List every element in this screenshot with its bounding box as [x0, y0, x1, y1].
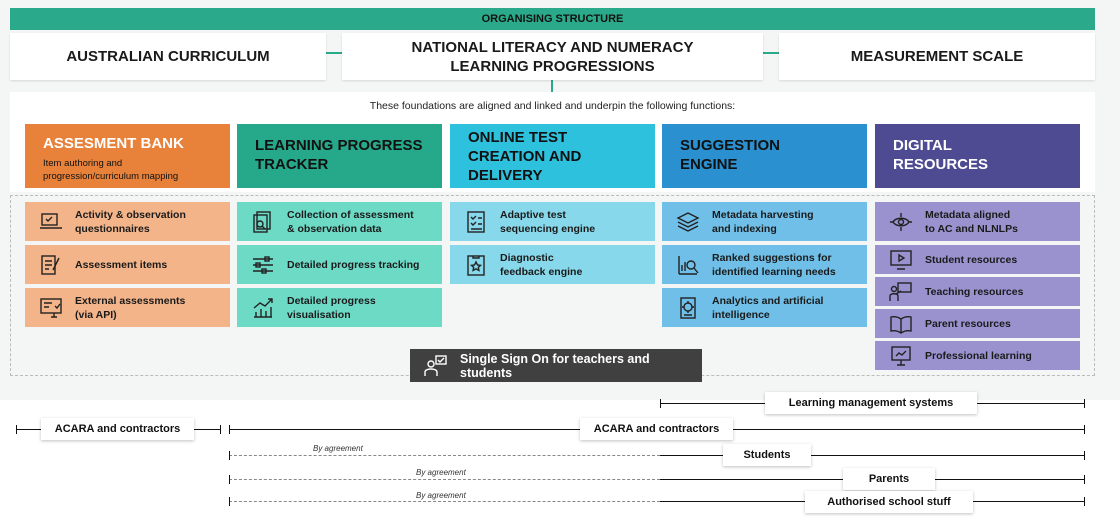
item-teaching-resources: [875, 277, 1080, 306]
function-title: SUGGESTION: [680, 137, 781, 154]
function-subtitle: progression/curriculum mapping: [43, 171, 179, 182]
function-title: LEARNING PROGRESS: [255, 137, 423, 154]
access-line-end: [229, 475, 230, 484]
item-label: Assessment items: [75, 258, 168, 271]
presentation-board-icon: [885, 344, 917, 368]
access-label-staff: Authorised school stuff: [805, 491, 973, 513]
item-label: Activity & observation: [75, 208, 186, 221]
function-header-assessment-bank: [25, 124, 230, 188]
function-subtitle: Item authoring and: [43, 158, 123, 169]
item-metadata-harvesting: [662, 202, 867, 241]
item-label: sequencing engine: [500, 222, 596, 235]
access-line-end: [229, 451, 230, 460]
access-line-by-agreement: [229, 479, 660, 480]
item-assessment-items: [25, 245, 230, 284]
item-ranked-suggestions: [662, 245, 867, 284]
function-header-digital-resources: [875, 124, 1080, 188]
function-header-online-test: [450, 124, 655, 188]
eye-network-icon: [885, 210, 917, 234]
connector-line: [326, 52, 342, 54]
layers-icon: [672, 210, 704, 234]
access-line-end: [1084, 451, 1085, 460]
sliders-icon: [247, 253, 279, 277]
item-label: intelligence: [712, 308, 770, 321]
connector-line: [551, 80, 553, 92]
open-book-icon: [885, 312, 917, 336]
access-line-end: [229, 425, 230, 434]
item-label: Student resources: [925, 253, 1018, 266]
item-parent-resources: [875, 309, 1080, 338]
video-screen-icon: [885, 248, 917, 272]
item-external-assessments: [25, 288, 230, 327]
document-pencil-icon: [35, 253, 67, 277]
presenter-icon: [885, 280, 917, 304]
magnifier-chart-icon: [672, 253, 704, 277]
foundation-label: MEASUREMENT SCALE: [850, 48, 1024, 65]
access-label-lms: Learning management systems: [765, 392, 977, 414]
ai-document-icon: [672, 296, 704, 320]
foundation-label: AUSTRALIAN CURRICULUM: [66, 48, 270, 65]
function-title: RESOURCES: [893, 156, 989, 173]
access-line-by-agreement: [229, 455, 660, 456]
star-clipboard-icon: [460, 253, 492, 277]
access-line-end: [16, 425, 17, 434]
access-line-end: [1084, 399, 1085, 408]
access-line-end: [1084, 497, 1085, 506]
access-line-end: [229, 497, 230, 506]
function-title: DIGITAL: [893, 137, 952, 154]
by-agreement-note: By agreement: [416, 491, 466, 500]
item-metadata-aligned: [875, 202, 1080, 241]
foundation-label: NATIONAL LITERACY AND NUMERACY: [411, 38, 694, 56]
checklist-icon: [460, 210, 492, 234]
item-analytics-ai: [662, 288, 867, 327]
item-label: & observation data: [287, 222, 382, 235]
item-label: Diagnostic: [500, 251, 554, 264]
access-line-end: [1084, 475, 1085, 484]
foundation-learning-progressions: [342, 33, 763, 80]
item-label: Collection of assessment: [287, 208, 414, 221]
by-agreement-note: By agreement: [416, 468, 466, 477]
access-line-end: [660, 399, 661, 408]
item-label: Analytics and artificial: [712, 294, 824, 307]
item-label: Teaching resources: [925, 285, 1024, 298]
function-header-suggestion-engine: [662, 124, 867, 188]
access-label-parents: Parents: [843, 468, 935, 490]
function-title: ASSESMENT BANK: [43, 135, 184, 152]
access-line-end: [1084, 425, 1085, 434]
item-label: to AC and NLNLPs: [925, 222, 1018, 235]
item-label: Adaptive test: [500, 208, 566, 221]
function-title: TRACKER: [255, 156, 329, 173]
users-checkmark-icon: [420, 354, 452, 378]
item-label: (via API): [75, 308, 117, 321]
function-title: ENGINE: [680, 156, 738, 173]
item-progress-visualisation: [237, 288, 442, 327]
laptop-checklist-icon: [35, 210, 67, 234]
item-progress-tracking: [237, 245, 442, 284]
item-label: Professional learning: [925, 349, 1032, 362]
access-line-by-agreement: [229, 501, 660, 502]
item-label: Metadata aligned: [925, 208, 1011, 221]
function-title: ONLINE TEST: [468, 129, 568, 146]
item-label: feedback engine: [500, 265, 583, 278]
organising-structure-bar: ORGANISING STRUCTURE: [10, 8, 1095, 30]
item-diagnostic-feedback: [450, 245, 655, 284]
growth-chart-icon: [247, 296, 279, 320]
access-label-students: Students: [723, 444, 811, 466]
foundations-caption: These foundations are aligned and linked and underpin the following functions:: [369, 100, 736, 112]
foundation-measurement-scale: [779, 33, 1095, 80]
item-label: Ranked suggestions for: [712, 251, 832, 264]
monitor-form-icon: [35, 296, 67, 320]
documents-search-icon: [247, 210, 279, 234]
connector-line: [763, 52, 779, 54]
function-title: CREATION AND: [468, 148, 582, 165]
item-label: External assessments: [75, 294, 186, 307]
item-student-resources: [875, 245, 1080, 274]
access-label-acara-mid: ACARA and contractors: [580, 418, 733, 440]
access-line-end: [220, 425, 221, 434]
by-agreement-note: By agreement: [313, 444, 363, 453]
item-label: Detailed progress tracking: [287, 258, 420, 271]
item-label: identified learning needs: [712, 265, 836, 278]
foundation-label: LEARNING PROGRESSIONS: [450, 57, 655, 75]
item-activity-questionnaires: [25, 202, 230, 241]
item-label: Detailed progress visualisation: [287, 294, 376, 321]
function-header-progress-tracker: [237, 124, 442, 188]
function-title: DELIVERY: [468, 167, 543, 184]
item-adaptive-test: [450, 202, 655, 241]
item-collection-data: [237, 202, 442, 241]
access-label-acara-left: ACARA and contractors: [41, 418, 194, 440]
sso-label: Single Sign On for teachers and students: [460, 351, 650, 380]
item-label: Metadata harvesting: [712, 208, 814, 221]
single-sign-on-bar: [410, 349, 702, 382]
item-label: Parent resources: [925, 317, 1011, 330]
item-professional-learning: [875, 341, 1080, 370]
foundation-australian-curriculum: [10, 33, 326, 80]
item-label: questionnaires: [75, 222, 150, 235]
item-label: and indexing: [712, 222, 777, 235]
